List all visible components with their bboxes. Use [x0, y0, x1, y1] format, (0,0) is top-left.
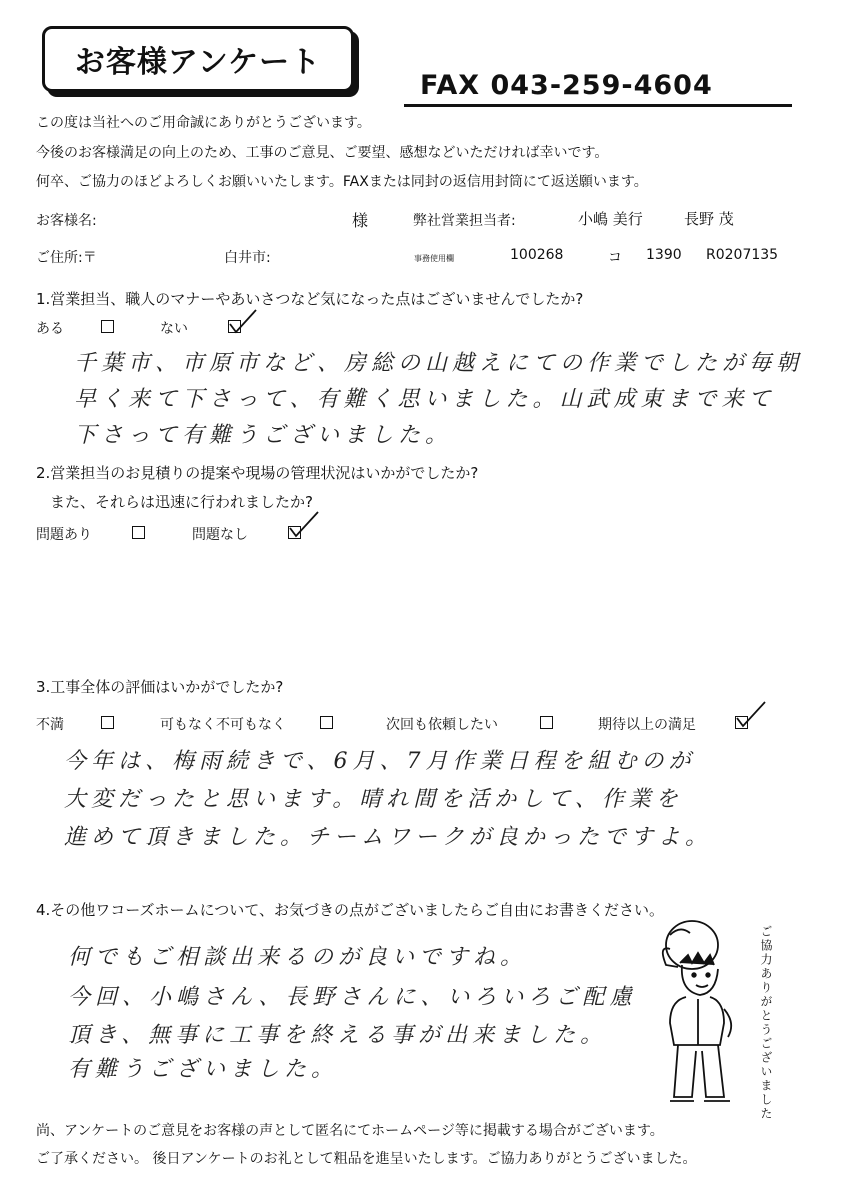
q3-option-dissatisfied	[36, 714, 64, 734]
staff-label: 弊社営業担当者:	[413, 213, 516, 229]
q1-answer-line-2: 早く来て下さって、有難く思いました。山武成東まで来て	[74, 387, 776, 412]
q3-option-exceeded-label: 期待以上の満足	[598, 717, 696, 733]
address-label: ご住所:〒	[36, 250, 97, 266]
q2-option-problem-label: 問題あり	[36, 527, 92, 543]
office-code-1: 100268	[510, 247, 564, 263]
q3-checkbox-neutral[interactable]	[320, 716, 333, 729]
q3-answer-line-2: 大変だったと思います。晴れ間を活かして、作業を	[64, 787, 683, 812]
q3-option-request-again	[386, 714, 498, 734]
q2-checkbox-problem[interactable]	[132, 526, 145, 539]
survey-title: お客様アンケート	[74, 45, 322, 80]
q2-checkmark-icon	[286, 510, 320, 540]
q3-answer-line-3: 進めて頂きました。チームワークが良かったですよ。	[64, 825, 713, 850]
q3-option-request-again-label: 次回も依頼したい	[386, 717, 498, 733]
survey-title-box	[42, 26, 354, 92]
q3-option-exceeded	[598, 714, 696, 734]
q3-option-dissatisfied-label: 不満	[36, 717, 64, 733]
q4-answer-line-3: 頂き、無事に工事を終える事が出来ました。	[68, 1023, 608, 1048]
office-code-4: R0207135	[706, 247, 779, 263]
q2-question-2: また、それらは迅速に行われましたか?	[50, 493, 313, 511]
intro-line-2: 今後のお客様満足の向上のため、工事のご意見、ご要望、感想などいただければ幸いです。	[36, 145, 609, 161]
q1-option-aru-label: ある	[36, 321, 64, 337]
staff-name-2: 長野 茂	[684, 210, 734, 228]
q1-option-nai-label: ない	[160, 321, 188, 337]
footer-line-2: ご了承ください。 後日アンケートのお礼として粗品を進呈いたします。ご協力ありがとうございました。	[36, 1151, 697, 1167]
q2-option-no-problem-label: 問題なし	[192, 527, 248, 543]
q4-answer-line-2: 今回、小嶋さん、長野さんに、いろいろご配慮	[68, 985, 637, 1010]
q4-answer-line-4: 有難うございました。	[68, 1057, 339, 1082]
q1-checkbox-aru[interactable]	[101, 320, 114, 333]
q1-answer-line-3: 下さって有難うございました。	[74, 423, 453, 448]
q2-option-no-problem	[192, 524, 248, 544]
q3-option-neutral-label: 可もなく不可もなく	[160, 717, 286, 733]
q3-checkbox-dissatisfied[interactable]	[101, 716, 114, 729]
q3-option-neutral	[160, 714, 286, 734]
q3-answer-line-1: 今年は、梅雨続きで、6月、7月作業日程を組むのが	[64, 749, 696, 774]
q4-question: 4.その他ワコーズホームについて、お気づきの点がございましたらご自由にお書きください。	[36, 901, 664, 919]
q2-question: 2.営業担当のお見積りの提案や現場の管理状況はいかがでしたか?	[36, 464, 479, 482]
q3-checkmark-icon	[733, 700, 767, 730]
staff-name-1: 小嶋 美行	[578, 210, 643, 228]
fax-number: FAX 043-259-4604	[420, 70, 713, 101]
q2-option-problem	[36, 524, 92, 544]
q1-checkmark-icon	[226, 308, 258, 336]
q1-question: 1.営業担当、職人のマナーやあいさつなど気になった点はございませんでしたか?	[36, 290, 584, 308]
intro-line-1: この度は当社へのご用命誠にありがとうございます。	[36, 115, 371, 131]
q1-option-aru	[36, 318, 64, 338]
side-thanks-note: ご協力ありがとうございました	[759, 925, 773, 1121]
mascot-worker-illustration	[640, 905, 755, 1115]
q3-checkbox-request-again[interactable]	[540, 716, 553, 729]
customer-sama: 様	[352, 211, 369, 230]
footer-line-1: 尚、アンケートのご意見をお客様の声として匿名にてホームページ等に掲載する場合がございます。	[36, 1123, 664, 1139]
customer-name-label: お客様名:	[36, 213, 97, 229]
q1-answer-line-1: 千葉市、市原市など、房総の山越えにての作業でしたが毎朝	[74, 351, 804, 376]
q3-question: 3.工事全体の評価はいかがでしたか?	[36, 678, 284, 696]
q1-option-nai	[160, 318, 188, 338]
address-city: 白井市:	[224, 250, 271, 266]
office-code-2: コ	[608, 250, 622, 266]
q4-answer-line-1: 何でもご相談出来るのが良いですね。	[68, 945, 528, 970]
intro-line-3: 何卒、ご協力のほどよろしくお願いいたします。FAXまたは同封の返信用封筒にて返送願います。	[36, 174, 648, 190]
office-use-label: 事務使用欄	[414, 254, 454, 263]
office-code-3: 1390	[646, 247, 682, 263]
fax-underline	[404, 104, 792, 107]
